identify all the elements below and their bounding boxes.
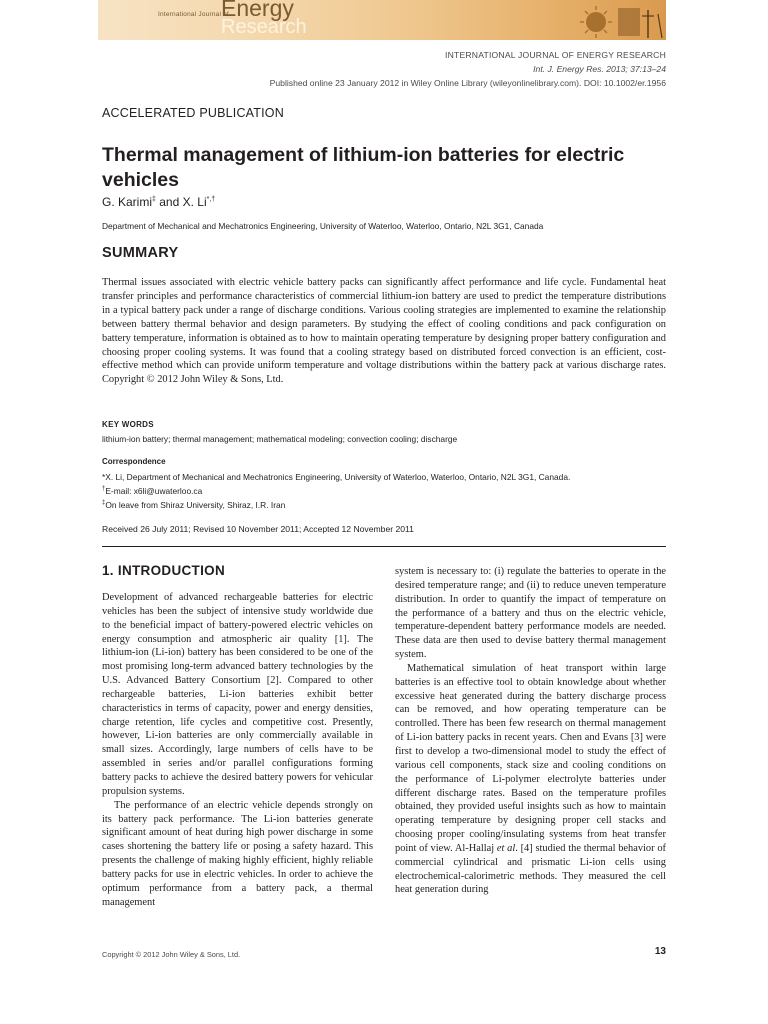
footnote-mark: † — [102, 486, 106, 493]
email-text: E-mail: x6li@uwaterloo.ca — [105, 486, 203, 496]
keywords-text: lithium-ion battery; thermal management; mathematical modeling; convection cooling; discharge — [102, 434, 458, 444]
journal-banner — [98, 0, 666, 40]
correspondence-email — [102, 486, 202, 496]
paper-title: Thermal management of lithium-ion batteries for electric vehicles — [102, 144, 625, 191]
citation: Int. J. Energy Res. 2013; 37:13–24 — [533, 64, 666, 74]
keywords-heading: KEY WORDS — [102, 420, 154, 429]
divider — [102, 546, 666, 547]
page-number: 13 — [654, 946, 666, 957]
correspondence-text: X. Li, Department of Mechanical and Mechatronics Engineering, University of Waterloo, Waterloo, Ontario, N2L 3G1, Canada. — [105, 472, 571, 482]
received-dates: Received 26 July 2011; Revised 10 November 2011; Accepted 12 November 2011 — [102, 524, 414, 534]
banner-prefix: International Journal of — [158, 11, 229, 18]
paragraph — [395, 662, 666, 897]
author-separator: and — [155, 195, 183, 209]
correspondence-address — [102, 472, 570, 482]
paragraph: Development of advanced rechargeable batteries for electric vehicles has been the subject of intensive study worldwide due to the beneficial impact of battery-powered electric vehicles on energy consumption and atmospheric air quality [1]. The lithium-ion (Li-ion) battery has been considered to be one of the most promising long-term advanced battery technologies by the U.S. Advanced Battery Consortium [2]. Compared to other rechargeable batteries, Li-ion batteries exhibit better characteristics in terms of capacity, power and energy densities, charge retention, life cycles and competitive cost. Presently, however, Li-ion batteries are only commercially available in small sizes. Accordingly, large numbers of cells have to be assembled in series and/or parallel configurations forming battery packs to achieve the desired battery powers for vehicular propulsion systems. — [102, 592, 373, 797]
footnote-mark: * — [102, 472, 106, 482]
introduction-heading: 1. INTRODUCTION — [102, 563, 226, 578]
banner-word-research: Research — [221, 16, 307, 38]
banner-sun-artwork — [566, 2, 666, 40]
journal-name: INTERNATIONAL JOURNAL OF ENERGY RESEARCH — [445, 50, 666, 60]
leave-note-text: On leave from Shiraz University, Shiraz, I.R. Iran — [105, 500, 286, 510]
summary-text: Thermal issues associated with electric vehicle battery packs can significantly affect performance and life cycle. Fundamental heat transfer principles and performance characteristics of commercial lithium-ion battery are used to predict the temperature distributions in a typical battery pack under a range of discharge conditions. Various cooling strategies are implemented to examine the relationship between battery thermal behavior and design parameters. By studying the effect of cooling conditions and pack configuration on battery temperature, information is obtained as to how to maintain operating temperature by designing proper battery configuration and choosing proper cooling systems. It was found that a cooling strategy based on distributed forced convection is an efficient, cost-effective method which can provide uniform temperature and voltage distributions within the battery pack at various discharge rates. Copyright © 2012 John Wiley & Sons, Ltd. — [102, 277, 666, 386]
left-column — [102, 591, 373, 909]
section-label: ACCELERATED PUBLICATION — [102, 106, 284, 120]
author-footnote-mark: ‡ — [152, 196, 156, 203]
publication-info: Published online 23 January 2012 in Wiley Online Library (wileyonlinelibrary.com). DOI: 10.1002/er.1956 — [269, 78, 666, 88]
right-column — [395, 565, 666, 897]
correspondence-leave-note — [102, 500, 285, 510]
authors — [102, 195, 215, 209]
affiliation: Department of Mechanical and Mechatronics Engineering, University of Waterloo, Waterloo, Ontario, N2L 3G1, Canada — [102, 221, 544, 231]
paragraph: system is necessary to: (i) regulate the batteries to operate in the desired temperature range; and (ii) to reduce uneven temperature distribution. In order to quantify the impact of temperature on the performance of a battery and thus on the electric vehicle, temperature-dependent battery performance models are needed. These data are then used to devise battery thermal management system. — [395, 566, 666, 661]
author-footnote-mark: *,† — [206, 196, 216, 203]
correspondence-heading: Correspondence — [102, 457, 166, 466]
author-name: X. Li — [182, 195, 207, 209]
footer-copyright: Copyright © 2012 John Wiley & Sons, Ltd. — [102, 950, 241, 959]
paragraph-text: Mathematical simulation of heat transport within large batteries is an effective tool to obtain knowledge about whether excessive heat generated during the battery discharge process can be removed, and how operating temperature can be controlled. There has been few research on thermal management of Li-ion battery packs in recent years. Chen and Evans [3] were first to develop a two-dimensional model to study the effect of various cell components, stack size and cooling conditions on the performance of Li-polymer electrolyte batteries under different discharge rates. Based on the temperature profiles obtained, they provided useful insights such as how to maintain operating temperature by designing proper cell stacks and choosing proper cooling/insulating systems from heat transfer point of view. Al-Hallaj — [395, 662, 666, 854]
author-name: G. Karimi — [102, 195, 153, 209]
footnote-mark: ‡ — [102, 500, 106, 507]
paragraph-text: . [4] studied the thermal behavior of commercial cylindrical and prismatic Li-ion cells using electrochemical-calorimetric methods. They measured the cell heat generation during — [395, 842, 666, 896]
summary-heading: SUMMARY — [102, 245, 179, 261]
banner-word-energy: Energy — [221, 0, 294, 21]
et-al-text: et al — [496, 842, 516, 854]
paragraph: The performance of an electric vehicle depends strongly on its battery pack performance. The Li-ion batteries generate significant amount of heat during high power discharge in some cases shortening the battery life or posing a safety hazard. This presents the challenge of making highly efficient, highly reliable battery packs for use in electric vehicles. In order to achieve the optimum performance from a battery pack, a thermal management — [102, 799, 373, 908]
